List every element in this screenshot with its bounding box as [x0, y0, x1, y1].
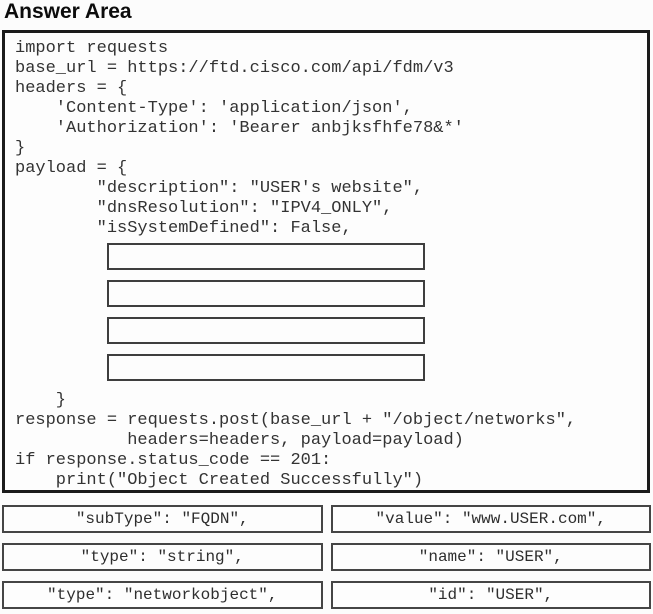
code-line: "dnsResolution": "IPV4_ONLY",	[15, 199, 393, 218]
code-panel	[2, 30, 650, 493]
option-id-user[interactable]: "id": "USER",	[331, 581, 652, 609]
code-line: }	[15, 139, 26, 158]
option-type-string[interactable]: "type": "string",	[2, 543, 323, 571]
answer-blank-3[interactable]	[107, 317, 425, 344]
code-line: headers=headers, payload=payload)	[15, 431, 464, 450]
code-line: base_url = https://ftd.cisco.com/api/fdm/v3	[15, 59, 454, 78]
option-type-networkobject[interactable]: "type": "networkobject",	[2, 581, 323, 609]
code-line: import requests	[15, 39, 169, 58]
code-line: headers = {	[15, 79, 128, 98]
code-line: "isSystemDefined": False,	[15, 219, 352, 238]
answer-blank-2[interactable]	[107, 280, 425, 307]
code-line: 'Authorization': 'Bearer anbjksfhfe78&*'	[15, 119, 464, 138]
answer-blank-1[interactable]	[107, 243, 425, 270]
option-subtype-fqdn[interactable]: "subType": "FQDN",	[2, 505, 323, 533]
code-line: payload = {	[15, 159, 128, 178]
code-line: 'Content-Type': 'application/json',	[15, 99, 413, 118]
options-grid	[2, 505, 651, 609]
code-line: }	[15, 391, 67, 410]
answer-area-title: Answer Area	[4, 0, 132, 23]
option-name-user[interactable]: "name": "USER",	[331, 543, 652, 571]
answer-blank-4[interactable]	[107, 354, 425, 381]
code-line: print("Object Created Successfully")	[15, 471, 424, 490]
option-value-www-user-com[interactable]: "value": "www.USER.com",	[331, 505, 652, 533]
code-line: "description": "USER's website",	[15, 179, 424, 198]
code-line: response = requests.post(base_url + "/object/networks",	[15, 411, 577, 430]
code-line: if response.status_code == 201:	[15, 451, 332, 470]
